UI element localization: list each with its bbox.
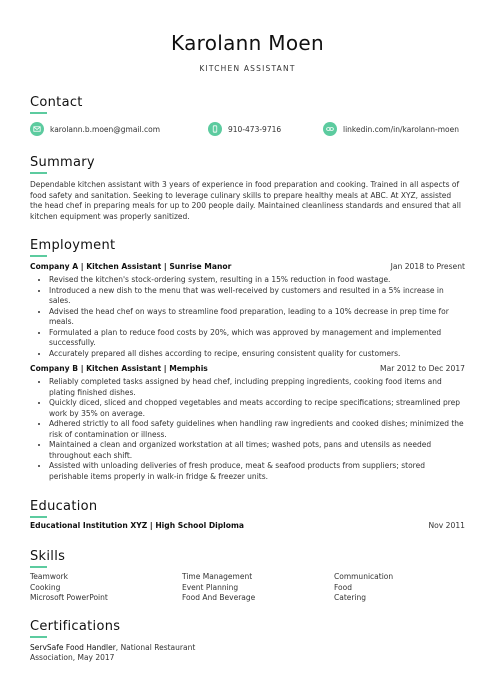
contact-section (30, 95, 465, 136)
contact-linkedin[interactable] (323, 122, 459, 136)
summary-text: Dependable kitchen assistant with 3 years of experience in food preparation and cooking. Trained in all aspects of food safety and sanitation. Seeking to leverage culinary skills to prepare healthy meals at ABC. At XYZ, assisted the head chef in preparing meals for up to 200 people daily. Maintained cleanliness standards and ensured that all kitchen equipment was properly sanitized. (30, 180, 461, 221)
phone-text: 910-473-9716 (228, 124, 282, 134)
bullet-item: • Quickly diced, sliced and chopped vegetables and meats according to recipe specifications; streamlined prep work by 35% on average. (49, 398, 465, 419)
heading-underline (30, 566, 47, 568)
skills-grid (30, 572, 465, 604)
bullet-item: • Revised the kitchen's stock-ordering system, resulting in a 15% reduction in food wastage. (49, 275, 465, 286)
education-title: Educational Institution XYZ | High School Diploma (30, 521, 245, 530)
skill-item: Food And Beverage (182, 593, 256, 602)
skill-item: Catering (334, 593, 367, 602)
job-title-subtitle: KITCHEN ASSISTANT (199, 64, 296, 73)
skill-item: Event Planning (182, 582, 239, 592)
skills-section (30, 549, 465, 604)
education-date: Nov 2011 (428, 521, 465, 530)
job-date: Jan 2018 to Present (390, 262, 465, 271)
bullet-item: • Adhered strictly to all food safety guidelines when handling raw ingredients and cooked dishes; minimized the risk of contamination or illness. (49, 419, 465, 440)
bullet-item: • Reliably completed tasks assigned by head chef, including prepping ingredients, cooking food items and plating finished dishes. (49, 377, 465, 398)
certification-name: ServSafe Food Handler (30, 642, 116, 652)
candidate-name: Karolann Moen (171, 31, 324, 55)
education-entry (30, 521, 465, 531)
summary-section (30, 155, 465, 222)
phone-icon (208, 122, 222, 136)
employment-heading: Employment (30, 238, 116, 253)
heading-underline (30, 172, 47, 174)
skill-item: Communication (334, 572, 394, 581)
heading-underline (30, 516, 47, 518)
job-bullets (30, 377, 465, 482)
job-title: Company A | Kitchen Assistant | Sunrise Manor (30, 262, 232, 271)
linkedin-text: linkedin.com/in/karolann-moen (343, 124, 459, 134)
job-entry (30, 262, 465, 359)
skill-item: Teamwork (30, 572, 68, 581)
bullet-item: • Maintained a clean and organized workstation at all times; washed pots, pans and utensils as needed throughout each shift. (49, 440, 465, 461)
certification-issuer: , National Restaurant (115, 642, 196, 652)
heading-underline (30, 636, 47, 638)
skills-heading: Skills (30, 549, 66, 564)
contact-row (30, 122, 465, 136)
education-heading: Education (30, 499, 98, 514)
contact-heading: Contact (30, 95, 83, 110)
skill-item: Food (334, 582, 352, 592)
skill-item: Time Management (182, 572, 253, 581)
link-icon (323, 122, 337, 136)
job-date: Mar 2012 to Dec 2017 (380, 364, 465, 373)
job-bullets (30, 275, 465, 359)
contact-phone[interactable] (208, 122, 323, 136)
skill-item: Cooking (30, 582, 61, 592)
education-section (30, 499, 465, 531)
job-entry (30, 364, 465, 482)
email-text: karolann.b.moen@gmail.com (50, 124, 161, 134)
bullet-item: • Introduced a new dish to the menu that was well-received by customers and resulted in a 5% increase in sales. (49, 286, 465, 307)
bullet-item: • Assisted with unloading deliveries of fresh produce, meat & seafood products from suppliers; stored perishable items properly in walk-in fridge & freezer units. (49, 461, 465, 482)
contact-email[interactable] (30, 122, 208, 136)
bullet-item: • Advised the head chef on ways to streamline food preparation, leading to a 10% decrease in prep time for meals. (49, 307, 465, 328)
certifications-heading: Certifications (30, 618, 121, 634)
certifications-section (30, 619, 465, 664)
heading-underline (30, 112, 47, 114)
certification-entry (30, 643, 465, 664)
envelope-icon (30, 122, 44, 136)
heading-underline (30, 255, 47, 257)
summary-heading: Summary (30, 155, 95, 170)
skill-item: Microsoft PowerPoint (30, 593, 108, 602)
bullet-item: • Accurately prepared all dishes according to recipe, ensuring consistent quality for customers. (49, 349, 465, 360)
certification-issuer-date: Association, May 2017 (30, 653, 115, 662)
job-title: Company B | Kitchen Assistant | Memphis (30, 364, 208, 373)
job-header (30, 364, 465, 374)
bullet-item: • Formulated a plan to reduce food costs by 20%, which was approved by management and implemented successfully. (49, 328, 465, 349)
employment-section (30, 238, 465, 482)
job-header (30, 262, 465, 272)
